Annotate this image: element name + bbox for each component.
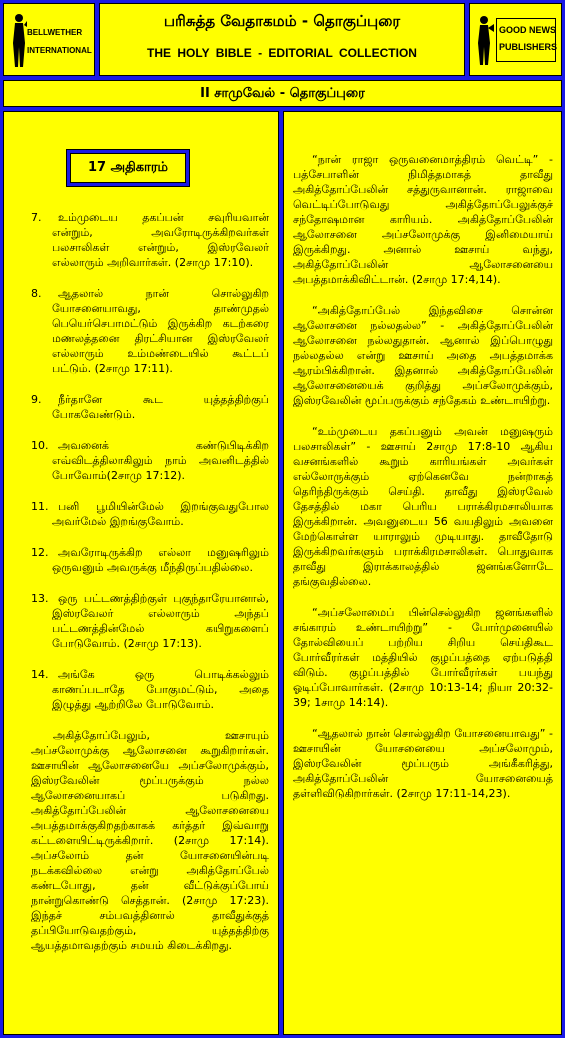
- title-tamil: பரிசுத்த வேதாகமம் - தொகுப்புரை: [163, 12, 401, 30]
- verse-text: பனி பூமியின்மேல் இறங்குவதுபோல அவர்மேல் இறங்குவோம்.: [52, 500, 269, 528]
- note-paragraph: [293, 424, 553, 589]
- verse-text: ஆதலால் நான் சொல்லுகிற யோசனையாவது, தாண்முதல் பெயெர்செபாமட்டும் இருக்கிற கடற்கரை மணலத்தனை திரட்சியான இஸ்ரவேலர் எல்லாரும் உம்மண்டையில் கூட்டப் பட்டும். (2சாமு 17:11).: [52, 287, 269, 375]
- verse-13: [31, 591, 269, 651]
- note-body: - ஊசாயின் யோசனையை அப்சலோமும், இஸ்ரவேலின் மூப்பரும் அங்கீகரித்து, அகித்தோப்பேலின் யோசனையைத் தள்ளிவிடுகிறார்கள். (2சாமு 17:11-14,23).: [293, 727, 553, 800]
- verse-8: [31, 286, 269, 376]
- verse-number: 9.: [31, 393, 42, 406]
- right-column: [283, 111, 562, 1035]
- verse-12: [31, 545, 269, 575]
- good-news-logo-text: [499, 22, 557, 56]
- good-news-logo: [469, 3, 562, 76]
- verse-10: [31, 438, 269, 483]
- note-paragraph: [293, 152, 553, 287]
- logo-line-2: PUBLISHERS: [499, 42, 558, 52]
- note-quote: “அகித்தோப்பேல் இந்தவிசை சொன்ன ஆலோசனை நல்லதல்ல”: [293, 304, 553, 332]
- verse-number: 13.: [31, 592, 49, 605]
- verse-number: 14.: [31, 668, 49, 681]
- logo-line-1: GOOD NEWS: [499, 25, 557, 35]
- right-column-text: [293, 152, 553, 817]
- verse-text: ஒரு பட்டணத்திற்குள் புகுந்தாரேயானால், இஸ்ரவேலர் எல்லாரும் அந்தப் பட்டணத்தின்மேல் கயிறுகளைப் போடுவோம். (2சாமு 17:13).: [52, 592, 269, 650]
- note-paragraph: [293, 303, 553, 408]
- title-english: THE HOLY BIBLE - EDITORIAL COLLECTION: [147, 46, 417, 60]
- verse-11: [31, 499, 269, 529]
- verse-number: 12.: [31, 546, 49, 559]
- left-column: [3, 111, 279, 1035]
- verse-9: [31, 392, 269, 422]
- note-quote: “அப்சலோமைப் பின்செல்லுகிற ஜனங்களில் சங்காரம் உண்டாயிற்று”: [293, 606, 553, 634]
- verse-7: [31, 210, 269, 270]
- logo-line-2: INTERNATIONAL: [27, 46, 92, 55]
- bellwether-logo: [3, 3, 95, 76]
- good-news-figure-icon: [476, 15, 494, 67]
- verse-14: [31, 667, 269, 712]
- header-title-box: [99, 3, 465, 76]
- verse-number: 11.: [31, 500, 49, 513]
- note-quote: “உம்முடைய தகப்பனும் அவன் மனுஷரும் பலசாலிகள்”: [293, 425, 553, 453]
- verse-text: நீர்தானே கூட யுத்தத்திற்குப் போகவேண்டும்.: [52, 393, 269, 421]
- note-paragraph: [293, 726, 553, 801]
- verse-number: 8.: [31, 287, 42, 300]
- verse-text: உம்முடைய தகப்பன் சவுரியவான் என்றும், அவரோடிருக்கிறவர்கள் பலசாலிகள் என்றும், இஸ்ரவேலர் எல்லாரும் அறிவார்கள். (2சாமு 17:10).: [52, 211, 269, 269]
- note-body: - அகித்தோப்பேலின் ஆலோசனை நல்லதுதான். ஆனால் இப்பொழுது நல்லதல்ல என்று ஊசாய் அதை அபத்தமாக்க ஆரம்பிக்கிறான். இதனால் அகித்தோப்பேலின் ஆலோசனையைக் குறித்து அப்சலோமுக்கும், இஸ்ரவேலின் மூப்பருக்கும் சந்தேகம் உண்டாயிற்று.: [293, 319, 553, 407]
- book-title: II சாமுவேல் - தொகுப்புரை: [200, 86, 365, 101]
- note-quote: “ஆதலால் நான் சொல்லுகிற யோசனையாவது”: [312, 727, 546, 740]
- bellwether-logo-text: [27, 28, 92, 56]
- note-paragraph: [293, 605, 553, 710]
- verse-number: 10.: [31, 439, 49, 452]
- verse-text: அங்கே ஒரு பொடிக்கல்லும் காணப்படாதே போகுமட்டும், அதை இழுத்து ஆற்றிலே போடுவோம்.: [52, 668, 269, 711]
- note-body: - ஊசாய் 2சாமு 17:8-10 ஆகிய வசனங்களில் கூறும் காரியங்கள் அவர்கள் எல்லோருக்கும் ஏற்கெனவே நன்றாகத் தெரிந்திருக்கும் செய்தி. தாவீது இஸ்ரவேல் தேசத்தில் மகா பெரிய பராக்கிரமசாலியாக இருக்கிறான். அவனுடைய 56 வயதிலும் அவனை மேற்கொள்ள யாராலும் முடியாது. தாவீதோடு இருக்கிறவர்களும் பராக்கிரமசாலிகள். பொதுவாக தாவீது இராக்காலத்தில் ஜனங்களோடே தங்குவதில்லை.: [293, 440, 553, 588]
- book-title-bar: [3, 80, 562, 107]
- left-column-text: [31, 210, 269, 969]
- note-body: - போர்முனையில் தோல்வியைப் பற்றிய சிறிய செய்திகூட போர்வீரர்கள் மத்தியில் குழப்பத்தை ஏற்படுத்தி விடும். குழப்பத்தில் போர்வீரர்கள் பயந்து ஓடிப்போவார்கள். (2சாமு 10:13-14; நியா 20:32-39; 1சாமு 14:14).: [293, 621, 553, 709]
- verse-number: 7.: [31, 211, 42, 224]
- bellwether-figure-icon: [10, 13, 28, 69]
- logo-line-1: BELLWETHER: [27, 28, 83, 37]
- note-quote: “நான் ராஜா ஒருவனைமாத்திரம் வெட்டி”: [312, 153, 539, 166]
- verse-text: அவனைக் கண்டுபிடிக்கிற எவ்விடத்திலாகிலும் நாம் அவனிடத்தில் போவோம்(2சாமு 17:12).: [52, 439, 269, 482]
- commentary-paragraph: அகித்தோப்பேலும், ஊசாயும் அப்சலோமுக்கு ஆலோசனை கூறுகிறார்கள். ஊசாயின் ஆலோசனையே அப்சலோமுக்கும், இஸ்ரவேலின் மூப்பருக்கும் நல்ல ஆலோசனையாகப் படுகிறது. அகித்தோப்பேலின் ஆலோசனையை அபத்தமாக்குகிறதற்காகக் கர்த்தர் இவ்வாறு கட்டளையிட்டிருக்கிறார். (2சாமு 17:14). அப்சலோம் தன் யோசனையின்படி நடக்கவில்லை என்று அகித்தோப்பேல் கண்டபோது, தன் வீட்டுக்குப்போய் நான்றுகொண்டு செத்தான். (2சாமு 17:23). இந்தச் சம்பவத்தினால் தாவீதுக்குத் தப்பியோடுவதற்கும், யுத்தத்திற்கு ஆயத்தமாவதற்கும் சமயம் கிடைக்கிறது.: [31, 729, 269, 952]
- verse-text: அவரோடிருக்கிற எல்லா மனுஷரிலும் ஒருவனும் அவருக்கு மீந்திருப்பதில்லை.: [52, 546, 269, 574]
- note-body: - பத்சேபாளின் நிமித்தமாகத் தாவீது அகித்தோப்பேலின் சத்துருவானான். ராஜாவை வெட்டிப்போடுவது அகித்தோப்பேலுக்குச் சந்தோஷமான காரியம். அகித்தோப்பேலின் ஆலோசனை அப்சலோமுக்கு இனிமையாய் இருக்கிறது. அனால் ஊசாய் வந்து, அகித்தோப்பேலின் ஆலோசனையை அபத்தமாக்கிவிட்டான். (2சாமு 17:4,14).: [293, 153, 553, 286]
- chapter-label: 17 அதிகாரம்: [67, 150, 189, 186]
